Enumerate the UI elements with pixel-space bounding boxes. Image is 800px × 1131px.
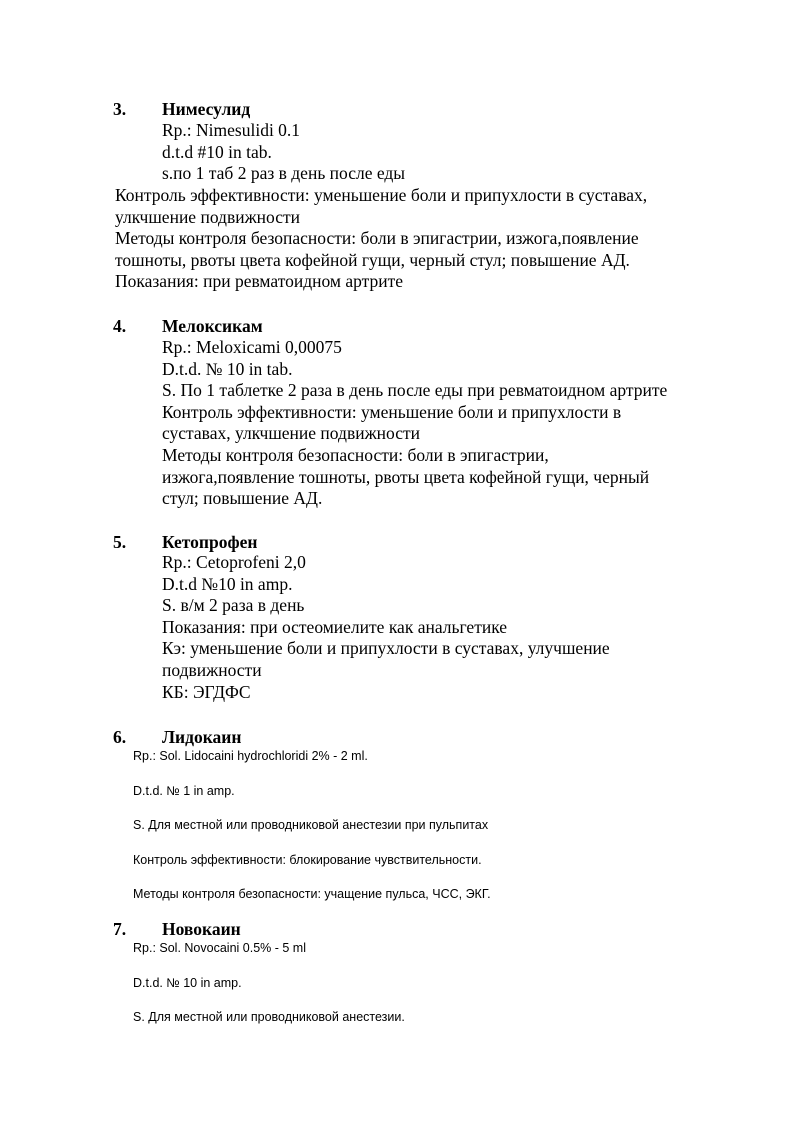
- text-line: Методы контроля безопасности: боли в эпигастрии, изжога,появление: [115, 228, 639, 249]
- text-line: Контроль эффективности: блокирование чувствительности.: [133, 852, 482, 867]
- text-line: S. Для местной или проводниковой анестезии при пульпитах: [133, 818, 489, 832]
- prescription-block: [133, 939, 405, 1043]
- text-line: стул; повышение АД.: [162, 488, 323, 509]
- text-line: D.t.d №10 in amp.: [162, 573, 293, 594]
- text-line: Показания: при ревматоидном артрите: [115, 271, 404, 292]
- text-line: D.t.d. № 10 in tab.: [162, 358, 293, 379]
- text-line: КБ: ЭГДФС: [162, 681, 251, 702]
- section-number: 6.: [113, 727, 127, 747]
- section-title: Мелоксикам: [162, 316, 263, 336]
- text-line: тошноты, рвоты цвета кофейной гущи, черный стул; повышение АД.: [115, 249, 630, 270]
- text-line: изжога,появление тошноты, рвоты цвета кофейной гущи, черный: [162, 466, 650, 487]
- text-line: Rp.: Meloxicami 0,00075: [162, 337, 342, 357]
- section-title: Новокаин: [162, 919, 241, 939]
- section-heading: [113, 98, 250, 120]
- text-line: Кэ: уменьшение боли и припухлости в суставах, улучшение: [162, 638, 610, 659]
- section-heading: [113, 918, 241, 940]
- text-line: S. в/м 2 раза в день: [162, 595, 305, 616]
- section-number: 3.: [113, 99, 127, 119]
- section-number: 4.: [113, 316, 127, 336]
- text-line: d.t.d #10 in tab.: [162, 141, 272, 162]
- text-line: Rp.: Nimesulidi 0.1: [162, 120, 301, 140]
- section-title: Лидокаин: [162, 727, 242, 747]
- section-heading: [113, 531, 257, 553]
- prescription-block: [162, 337, 667, 510]
- text-line: суставах, улкчшение подвижности: [162, 423, 420, 444]
- prescription-block: [162, 120, 405, 185]
- text-line: Rp.: Sol. Lidocaini hydrochloridi 2% - 2 ml.: [133, 749, 368, 763]
- text-line: улкчшение подвижности: [115, 206, 301, 227]
- text-line: s.по 1 таб 2 раз в день после еды: [162, 163, 406, 184]
- text-line: D.t.d. № 10 in amp.: [133, 975, 242, 990]
- section-title: Нимесулид: [162, 99, 251, 119]
- notes-block: [115, 185, 647, 293]
- text-line: D.t.d. № 1 in amp.: [133, 783, 235, 798]
- prescription-block: [162, 552, 610, 703]
- section-title: Кетопрофен: [162, 532, 258, 552]
- section-number: 7.: [113, 919, 127, 939]
- text-line: Rp.: Sol. Novocaini 0.5% - 5 ml: [133, 941, 306, 955]
- text-line: S. По 1 таблетке 2 раза в день после еды при ревматоидном артрите: [162, 380, 668, 401]
- section-number: 5.: [113, 532, 127, 552]
- text-line: Контроль эффективности: уменьшение боли и припухлости в: [162, 401, 622, 422]
- text-line: S. Для местной или проводниковой анестезии.: [133, 1010, 405, 1024]
- prescription-block: [133, 747, 491, 920]
- section-heading: [113, 726, 241, 748]
- text-line: Методы контроля безопасности: учащение пульса, ЧСС, ЭКГ.: [133, 887, 491, 901]
- text-line: Контроль эффективности: уменьшение боли и припухлости в суставах,: [115, 185, 648, 205]
- text-line: Показания: при остеомиелите как анальгетике: [162, 616, 508, 637]
- text-line: Rp.: Cetoprofeni 2,0: [162, 552, 306, 572]
- text-line: подвижности: [162, 659, 262, 680]
- text-line: Методы контроля безопасности: боли в эпигастрии,: [162, 444, 549, 465]
- section-heading: [113, 315, 263, 337]
